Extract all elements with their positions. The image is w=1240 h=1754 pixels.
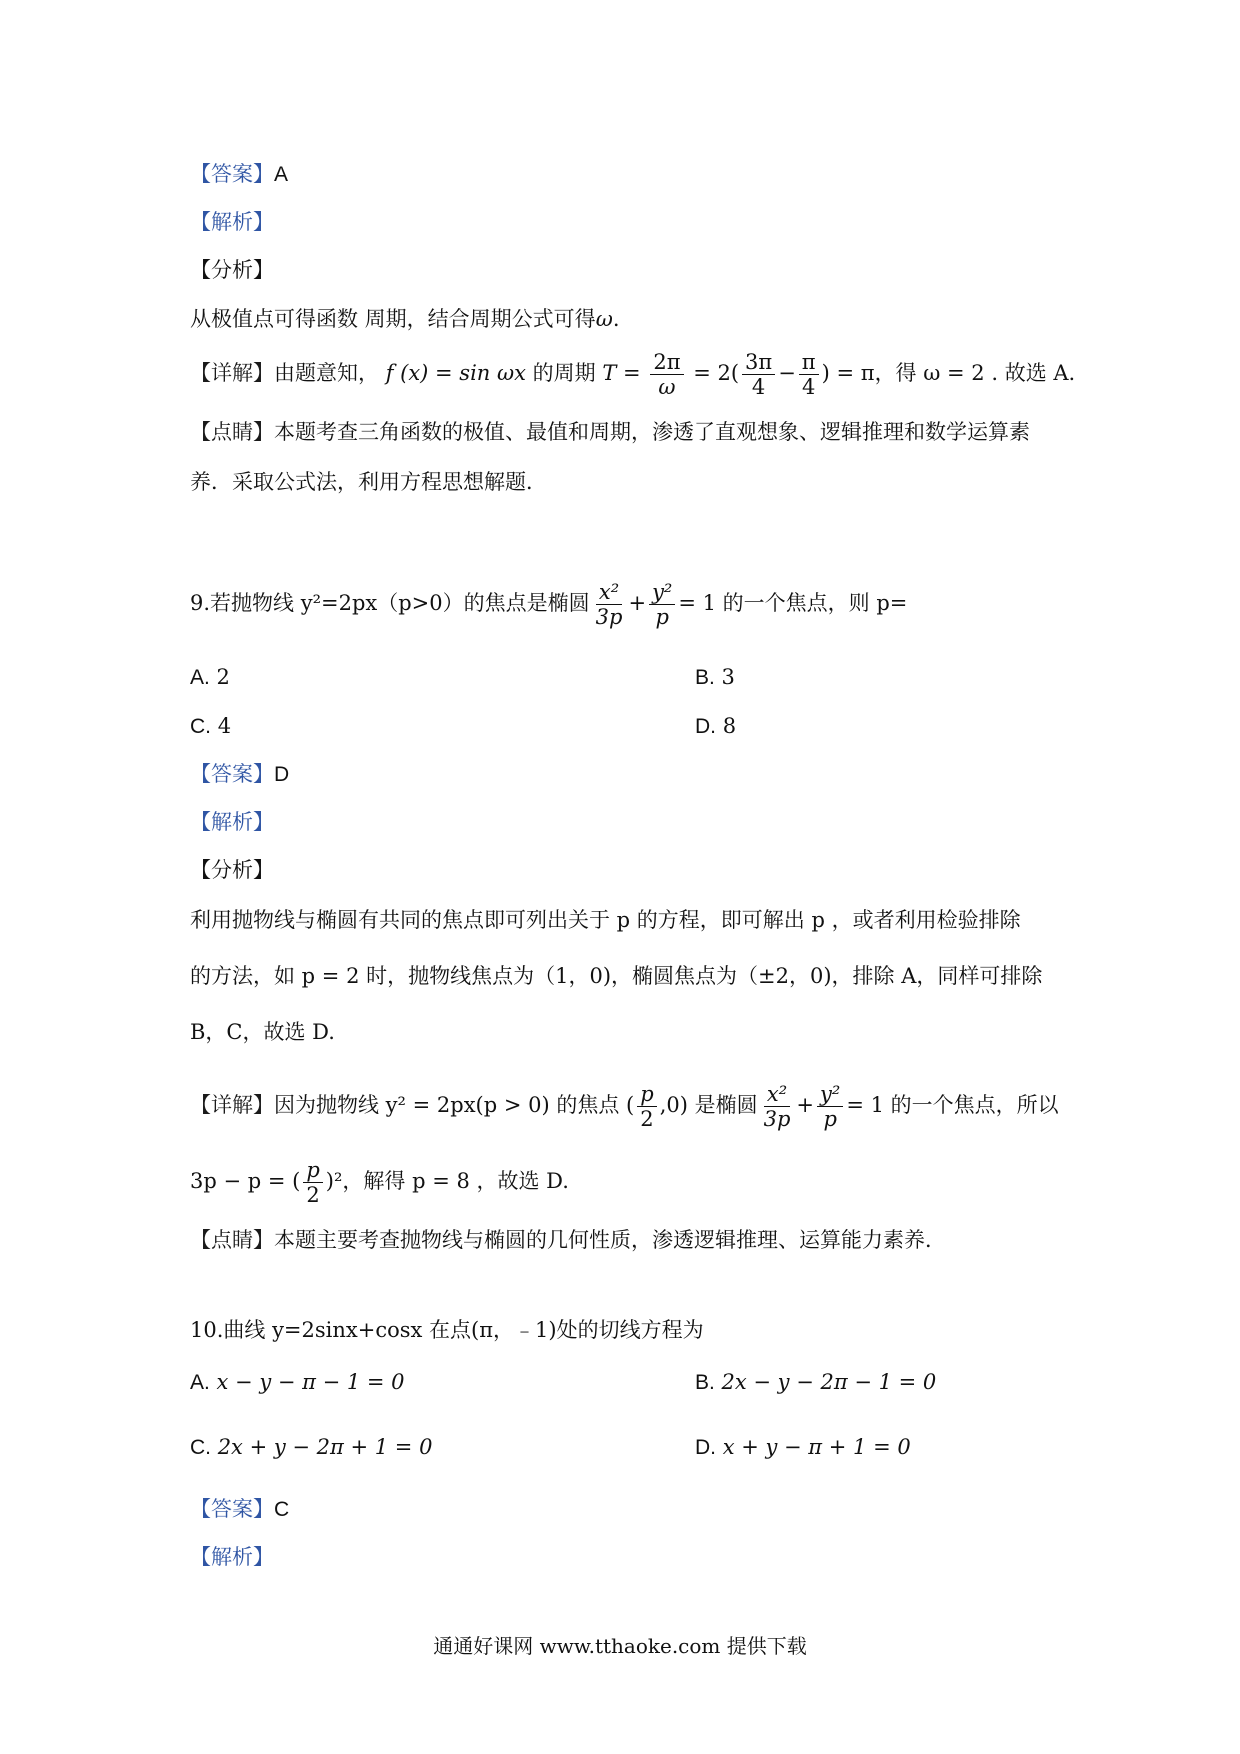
fraction-pi-4: $\frac{\pi}{4}$: [799, 350, 819, 399]
dianjing-line-q8: 【点睛】本题考查三角函数的极值、最值和周期，渗透了直观想象、逻辑推理和数学运算素: [190, 420, 1030, 444]
ellipse-frac-x: $\frac{\text{x²}}{3p}$: [763, 1082, 791, 1132]
option-c-q10[interactable]: C. 2x + y − 2π + 1 = 0: [190, 1435, 433, 1459]
answer-tag: 【答案】: [190, 162, 274, 186]
option-b-q9[interactable]: B. 3: [695, 665, 735, 689]
option-d-q10[interactable]: D. x + y − π + 1 = 0: [695, 1435, 911, 1459]
option-b-q10[interactable]: B. 2x − y − 2π − 1 = 0: [695, 1370, 937, 1394]
ellipse-frac-y: $\frac{\text{y²}}{p}$: [817, 1082, 843, 1131]
option-d-q9[interactable]: D. 8: [695, 714, 737, 738]
answer-value: A: [274, 163, 289, 186]
ellipse-frac-y: $\frac{\text{y²}}{p}$: [649, 580, 675, 629]
question-10-stem: 10.曲线 y=2sinx+cosx 在点(π，﹣1)处的切线方程为: [190, 1318, 704, 1342]
formula-fx: f (x) = sin ωx: [385, 361, 526, 386]
fraction-2pi-omega: $\frac{2\pi}{\omega}$: [650, 350, 683, 399]
option-c-q9[interactable]: C. 4: [190, 714, 232, 738]
dianjing-line-q9: 【点睛】本题主要考查抛物线与椭圆的几何性质，渗透逻辑推理、运算能力素养．: [190, 1228, 946, 1252]
jiexi-heading: 【解析】: [190, 1545, 274, 1569]
detail-line-q9: 【详解】因为抛物线 y² = 2px(p > 0) 的焦点 ( $\frac{p}{2}$ ,0) 是椭圆 $\frac{\text{x²}}{3p}$ + $\frac{\text{y²}}{p}$ = 1 的一个焦点，所以: [190, 1082, 1059, 1132]
fraction-3pi-4: $\frac{3\pi}{4}$: [742, 350, 775, 399]
option-a-q10[interactable]: A. x − y − π − 1 = 0: [190, 1370, 405, 1394]
fenxi-heading: 【分析】: [190, 258, 274, 282]
analysis-text: 从极值点可得函数 周期，结合周期公式可得ω.: [190, 307, 620, 331]
page-footer: 通通好课网 www.tthaoke.com 提供下载: [433, 1634, 807, 1658]
ellipse-frac-x: $\frac{\text{x²}}{3p}$: [595, 580, 623, 630]
analysis-line1-q9: 利用抛物线与椭圆有共同的焦点即可列出关于 p 的方程，即可解出 p ，或者利用检验排除: [190, 908, 1021, 932]
answer-value: D: [274, 763, 290, 786]
answer-tag: 【答案】: [190, 1497, 274, 1521]
analysis-line2-q9: 的方法，如 p = 2 时，抛物线焦点为（1，0)，椭圆焦点为（±2，0)，排除 A，同样可排除: [190, 964, 1043, 988]
question-9-stem: 9.若抛物线 y²=2px（p>0）的焦点是椭圆 $\frac{\text{x²}}{3p}$ + $\frac{\text{y²}}{p}$ = 1 的一个焦点，则 p=: [190, 580, 908, 630]
jiexi-heading: 【解析】: [190, 810, 274, 834]
fenxi-heading: 【分析】: [190, 858, 274, 882]
answer-value: C: [274, 1498, 290, 1521]
fraction-p-2: $\frac{p}{2}$: [303, 1158, 322, 1207]
solve-line-q9: 3p − p = ( $\frac{p}{2}$ )²，解得 p = 8 ，故选 D.: [190, 1158, 569, 1208]
detail-line-q8: 【详解】由题意知， f (x) = sin ωx 的周期 T = $\frac{2\pi}{\omega}$ = 2( $\frac{3\pi}{4}$ − $\frac{\pi}{4}$ ) = π，得 ω = 2 . 故选 A.: [190, 350, 1076, 400]
fraction-p-2: $\frac{p}{2}$: [637, 1082, 656, 1131]
jiexi-heading: 【解析】: [190, 210, 274, 234]
answer-line-q8: [190, 162, 288, 187]
option-a-q9[interactable]: A. 2: [190, 665, 230, 689]
dianjing-line2-q8: 养．采取公式法，利用方程思想解题．: [190, 470, 547, 494]
answer-line-q9: [190, 762, 289, 787]
answer-line-q10: [190, 1497, 289, 1522]
analysis-line3-q9: B，C，故选 D.: [190, 1020, 335, 1044]
answer-tag: 【答案】: [190, 762, 274, 786]
